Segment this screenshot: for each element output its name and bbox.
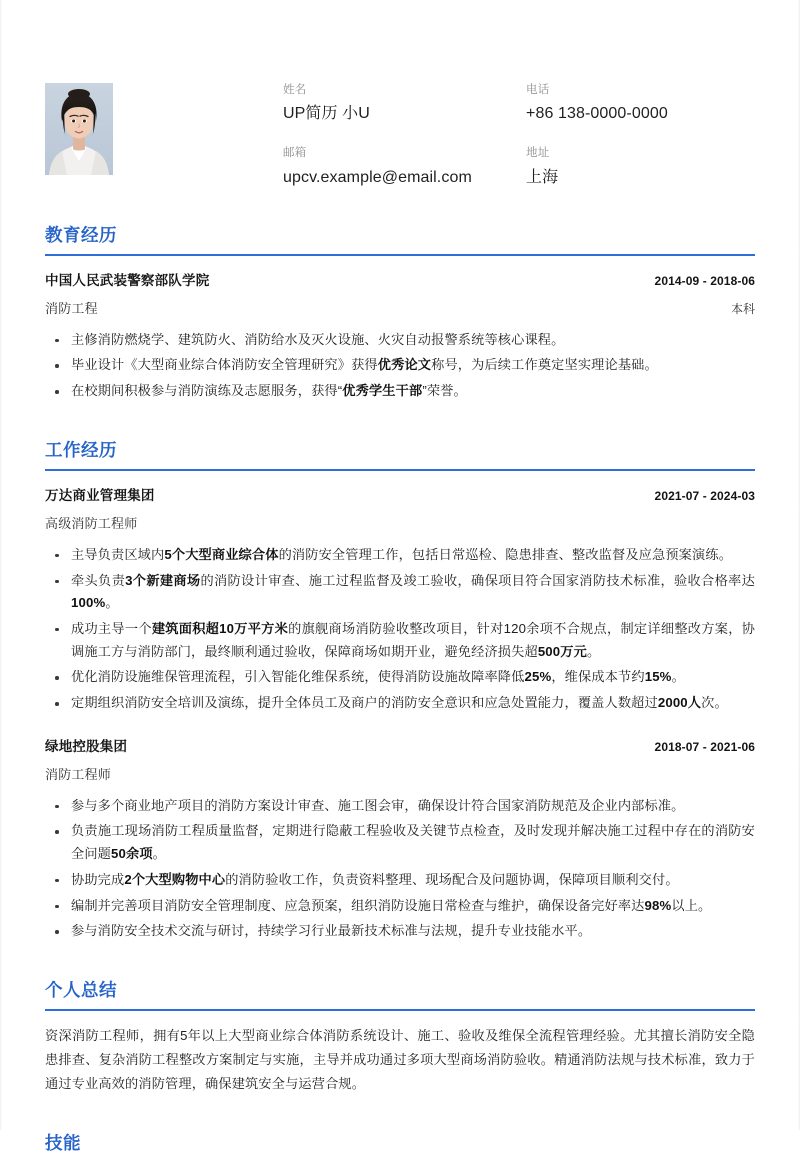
entry-organization: 中国人民武装警察部队学院 bbox=[45, 272, 210, 288]
entry-date-range: 2018-07 - 2021-06 bbox=[654, 739, 755, 754]
bullet-item: 定期组织消防安全培训及演练，提升全体员工及商户的消防安全意识和应急处置能力，覆盖人数超过2000人次。 bbox=[45, 692, 755, 715]
entry-role: 高级消防工程师 bbox=[45, 515, 138, 531]
contact-field-address bbox=[526, 146, 755, 187]
entry-organization: 万达商业管理集团 bbox=[45, 487, 155, 503]
contact-value-phone: +86 138-0000-0000 bbox=[526, 105, 668, 123]
entry-bullet-list bbox=[45, 795, 755, 943]
contact-value-email: upcv.example@email.com bbox=[283, 168, 472, 186]
contact-label-address: 地址 bbox=[526, 147, 550, 160]
contact-label-phone: 电话 bbox=[526, 84, 550, 96]
contact-label-name: 姓名 bbox=[283, 84, 307, 96]
section-title-skills: 技能 bbox=[45, 1133, 81, 1154]
section-title-work: 工作经历 bbox=[45, 439, 117, 460]
entry-date-range: 2021-07 - 2024-03 bbox=[654, 488, 755, 503]
contact-field-name bbox=[283, 83, 526, 124]
section-work bbox=[45, 437, 755, 943]
entry-header-row bbox=[45, 484, 755, 504]
bullet-item: 编制并完善项目消防安全管理制度、应急预案，组织消防设施日常检查与维护，确保设备完好率达98%以上。 bbox=[45, 895, 755, 918]
bullet-highlight: 优秀学生干部 bbox=[342, 383, 423, 399]
bullet-highlight: 3个新建商场 bbox=[125, 572, 201, 588]
entry-subheader-row bbox=[45, 298, 755, 317]
resume-header bbox=[45, 0, 755, 188]
entry-meta: 本科 bbox=[730, 301, 755, 316]
section-title-summary: 个人总结 bbox=[45, 980, 117, 1000]
entry-header-row bbox=[45, 735, 755, 755]
bullet-item: 主修消防燃烧学、建筑防火、消防给水及灭火设施、火灾自动报警系统等核心课程。 bbox=[45, 329, 755, 352]
bullet-item: 负责施工现场消防工程质量监督，定期进行隐蔽工程验收及关键节点检查，及时发现并解决施工过程中存在的消防安全问题50余项。 bbox=[45, 820, 755, 865]
entry-header-row bbox=[45, 269, 755, 289]
bullet-highlight: 5个大型商业综合体 bbox=[164, 546, 279, 562]
bullet-highlight: 50余项 bbox=[111, 846, 153, 862]
entry-role: 消防工程 bbox=[45, 300, 98, 316]
section-rule-education bbox=[45, 254, 755, 256]
entry-bullet-list bbox=[45, 329, 755, 403]
bullet-item: 牵头负责3个新建商场的消防设计审查、施工过程监督及竣工验收，确保项目符合国家消防技术标准，验收合格率达100%。 bbox=[45, 570, 755, 615]
work-entries bbox=[45, 484, 755, 943]
entry-organization: 绿地控股集团 bbox=[45, 738, 128, 754]
contact-label-email: 邮箱 bbox=[283, 147, 307, 160]
section-skills-cutoff bbox=[45, 1130, 755, 1154]
bullet-highlight: 15% bbox=[644, 669, 672, 685]
entry-subheader-row bbox=[45, 513, 755, 532]
bullet-item: 在校期间积极参与消防演练及志愿服务，获得“优秀学生干部”荣誉。 bbox=[45, 380, 755, 403]
bullet-highlight: 100% bbox=[71, 595, 106, 611]
bullet-highlight: 500万元 bbox=[537, 643, 587, 659]
contact-grid bbox=[283, 83, 755, 188]
bullet-highlight: 25% bbox=[524, 669, 552, 685]
entry-bullet-list bbox=[45, 544, 755, 715]
bullet-item: 毕业设计《大型商业综合体消防安全管理研究》获得优秀论文称号，为后续工作奠定坚实理论基础。 bbox=[45, 354, 755, 377]
resume-entry bbox=[45, 735, 755, 943]
resume-entry bbox=[45, 484, 755, 715]
bullet-item: 优化消防设施维保管理流程，引入智能化维保系统，使得消防设施故障率降低25%，维保成本节约15%。 bbox=[45, 666, 755, 689]
avatar bbox=[45, 83, 113, 175]
contact-field-phone bbox=[526, 83, 755, 124]
contact-field-email bbox=[283, 146, 526, 187]
entry-subheader-row bbox=[45, 764, 755, 783]
entry-date-range: 2014-09 - 2018-06 bbox=[654, 273, 755, 288]
section-summary bbox=[45, 977, 755, 1096]
resume-entry bbox=[45, 269, 755, 403]
bullet-item: 参与多个商业地产项目的消防方案设计审查、施工图会审，确保设计符合国家消防规范及企业内部标准。 bbox=[45, 795, 755, 818]
contact-value-address: 上海 bbox=[526, 168, 559, 186]
section-rule-work bbox=[45, 469, 755, 471]
education-entries bbox=[45, 269, 755, 403]
bullet-highlight: 98% bbox=[644, 897, 672, 913]
section-rule-summary bbox=[45, 1009, 755, 1011]
bullet-item: 主导负责区域内5个大型商业综合体的消防安全管理工作，包括日常巡检、隐患排查、整改监督及应急预案演练。 bbox=[45, 544, 755, 567]
bullet-highlight: 优秀论文 bbox=[377, 357, 432, 373]
bullet-item: 参与消防安全技术交流与研讨，持续学习行业最新技术标准与法规，提升专业技能水平。 bbox=[45, 920, 755, 943]
bullet-highlight: 建筑面积超10万平方米 bbox=[151, 620, 289, 636]
entry-role: 消防工程师 bbox=[45, 766, 112, 782]
bullet-item: 协助完成2个大型购物中心的消防验收工作，负责资料整理、现场配合及问题协调，保障项目顺利交付。 bbox=[45, 869, 755, 892]
bullet-item: 成功主导一个建筑面积超10万平方米的旗舰商场消防验收整改项目，针对120余项不合规点，制定详细整改方案，协调施工方与消防部门，最终顺利通过验收，保障商场如期开业，避免经济损失超500万元。 bbox=[45, 618, 755, 663]
contact-value-name: UP简历 小U bbox=[283, 105, 370, 123]
bullet-highlight: 2000人 bbox=[657, 695, 702, 711]
section-education bbox=[45, 222, 755, 403]
bullet-highlight: 2个大型购物中心 bbox=[124, 871, 226, 887]
summary-text: 资深消防工程师，拥有5年以上大型商业综合体消防系统设计、施工、验收及维保全流程管理经验。尤其擅长消防安全隐患排查、复杂消防工程整改方案制定与实施，主导并成功通过多项大型商场消防验收。精通消防法规与技术标准，致力于通过专业高效的消防管理，确保建筑安全与运营合规。 bbox=[45, 1028, 755, 1092]
section-title-education: 教育经历 bbox=[45, 224, 117, 245]
